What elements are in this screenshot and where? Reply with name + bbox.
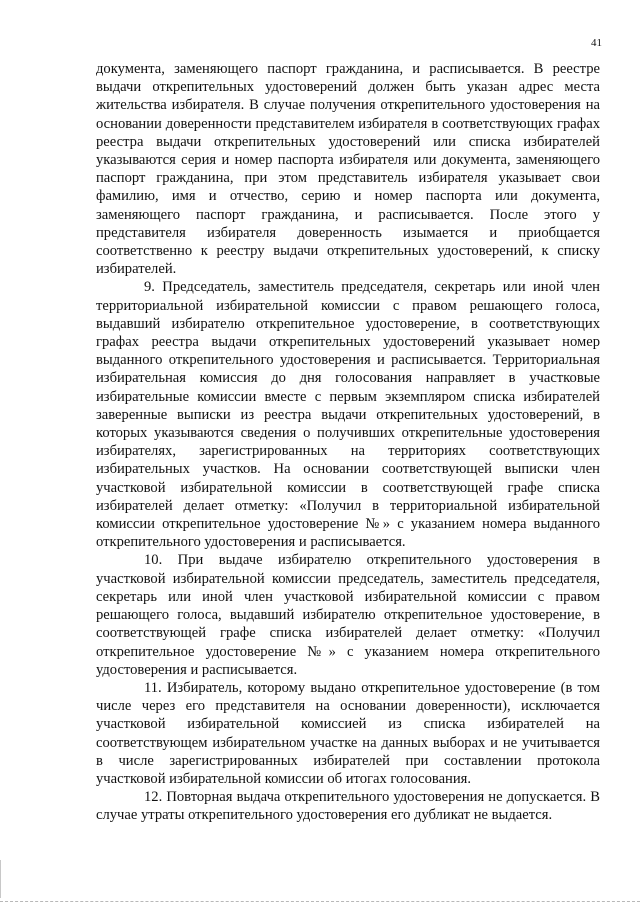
paragraph-item-11: 11. Избиратель, которому выдано открепительное удостоверение (в том числе через его представителя на основании доверенности), исключается участковой избирательной комиссией из списка избирателей на соответствующем избирательном участке на данных выборах и не учитывается в числе зарегистрированных избирателей при составлении протокола участковой избирательной комиссии об итогах голосования. [96, 679, 600, 787]
document-body [96, 60, 600, 825]
paragraph-item-10: 10. При выдаче избирателю открепительного удостоверения в участковой избирательной комиссии председатель, заместитель председателя, секретарь или иной член участковой избирательной комиссии с правом решающего голоса, выдавший избирателю открепительное удостоверение, в соответствующей графе списка избирателей делает отметку: «Получил открепительное удостоверение №» с указанием номера открепительного удостоверения и расписывается. [96, 552, 600, 678]
bottom-scan-rule [0, 901, 640, 902]
paragraph-continuation: документа, заменяющего паспорт гражданина, и расписывается. В реестре выдачи открепительных удостоверений должен быть указан адрес места жительства избирателя. В случае получения открепительного удостоверения на основании доверенности представителем избирателя в соответствующих графах реестра выдачи открепительных удостоверений или списка избирателей указываются серия и номер паспорта избирателя или документа, заменяющего паспорт гражданина, при этом представитель избирателя указывает свои фамилию, имя и отчество, серию и номер паспорта или документа, заменяющего паспорт гражданина, и расписывается. После этого у представителя избирателя доверенность изымается и приобщается соответственно к реестру выдачи открепительных удостоверений, к списку избирателей. [96, 61, 600, 278]
paragraph-item-9: 9. Председатель, заместитель председателя, секретарь или иной член территориальной избирательной комиссии с правом решающего голоса, выдавший избирателю открепительное удостоверение, в соответствующих графах реестра выдачи открепительных удостоверений указывает номер выданного открепительного удостоверения и расписывается. Территориальная избирательная комиссия до дня голосования направляет в участковые избирательные комиссии вместе с первым экземпляром списка избирателей заверенные выписки из реестра выдачи открепительных удостоверений, в которых указываются сведения о получивших открепительные удостоверения избирателях, зарегистрированных на территориях соответствующих избирательных участков. На основании соответствующей выписки член участковой избирательной комиссии в соответствующей графе списка избирателей делает отметку: «Получил в территориальной избирательной комиссии открепительное удостоверение №» с указанием номера выданного открепительного удостоверения и расписывается. [96, 279, 600, 551]
paragraph-item-12: 12. Повторная выдача открепительного удостоверения не допускается. В случае утраты открепительного удостоверения его дубликат не выдается. [96, 789, 600, 824]
scan-edge-mark [0, 860, 1, 898]
page-number: 41 [591, 37, 602, 49]
